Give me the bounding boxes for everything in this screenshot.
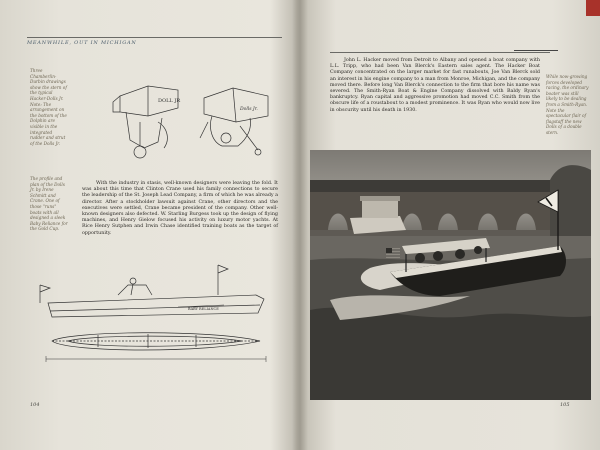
svg-text:BABY RELIANCE: BABY RELIANCE <box>188 307 219 311</box>
speedboat-photograph <box>310 150 591 400</box>
stern-drawings-figure <box>108 78 278 168</box>
left-page-number: 104 <box>30 402 40 408</box>
caption-mid: The profile and plan of the Dolls Jr. by Irene Schmitt and Crane. One of those "runs" boats with all designed a sleek Baby Reliance for the Gold Cup. <box>30 176 68 232</box>
book-spine <box>292 0 308 450</box>
right-caption: While now-growing forces developed racing, the ordinary boater was still likely to be dealing from a Smith-Ryan. Note the spectacular flair of flagstaff the new Dolls of a double stern. <box>546 74 589 135</box>
profile-plan-figure <box>28 255 278 380</box>
right-body-text: John L. Hacker moved from Detroit to Albany and opened a boat company with L.L. Tripp, who had been Van Blerck's Eastern sales agent. The Hacker Boat Company concentrated on the larger market for fast runabouts, Joe Van Blerck sold an interest in his engine company to a man from Monroe, Michigan, and the company moved there. Before long Van Blerck's connection to the firm that bore his name was severed. The Smith-Ryan Boat & Engine Company dissolved with Baldy Ryan's bankruptcy. Ryan capital and aggressive promotion had moved C.C. Smith from the obscure life of a roustabout to a modest prominence. It was Ryan who would now live in obscurity until his death in 1930. <box>330 58 540 113</box>
right-page-rule <box>330 52 550 53</box>
left-body-text: With the industry in stasis, well-known designers were leaving the fold. It was about this time that Clinton Crane used his family connections to secure the leadership of the St. Joseph Lead Company, a firm of which he was already a director. After a stockholder lawsuit against Crane, other directors and the executives were settled, Crane became president of the company. Other well-known designers also defected. W. Starling Burgess took up the design of flying machines, and Henry Gielow focused his activity on luxury motor yachts. At Rice Henry Sutphen and Irwin Chase identified training boats as the target of opportunity. <box>82 181 278 236</box>
caption-top: Three Chamberlin-Durbin drawings show the stern of the typical Hacker-Dolls Jr. Note: The arrangement on the bottom of the Dolphin are visible in the integrated rudder and strut of the Dolls Jr. <box>30 68 67 146</box>
fig-label-a: DOLL JR <box>158 98 181 104</box>
fig-label-b: Dolls Jr. <box>240 107 258 112</box>
red-bookmark-tab <box>586 0 600 16</box>
running-head: MEANWHILE, OUT IN MICHIGAN <box>27 37 282 46</box>
right-page-number: 105 <box>560 402 570 408</box>
